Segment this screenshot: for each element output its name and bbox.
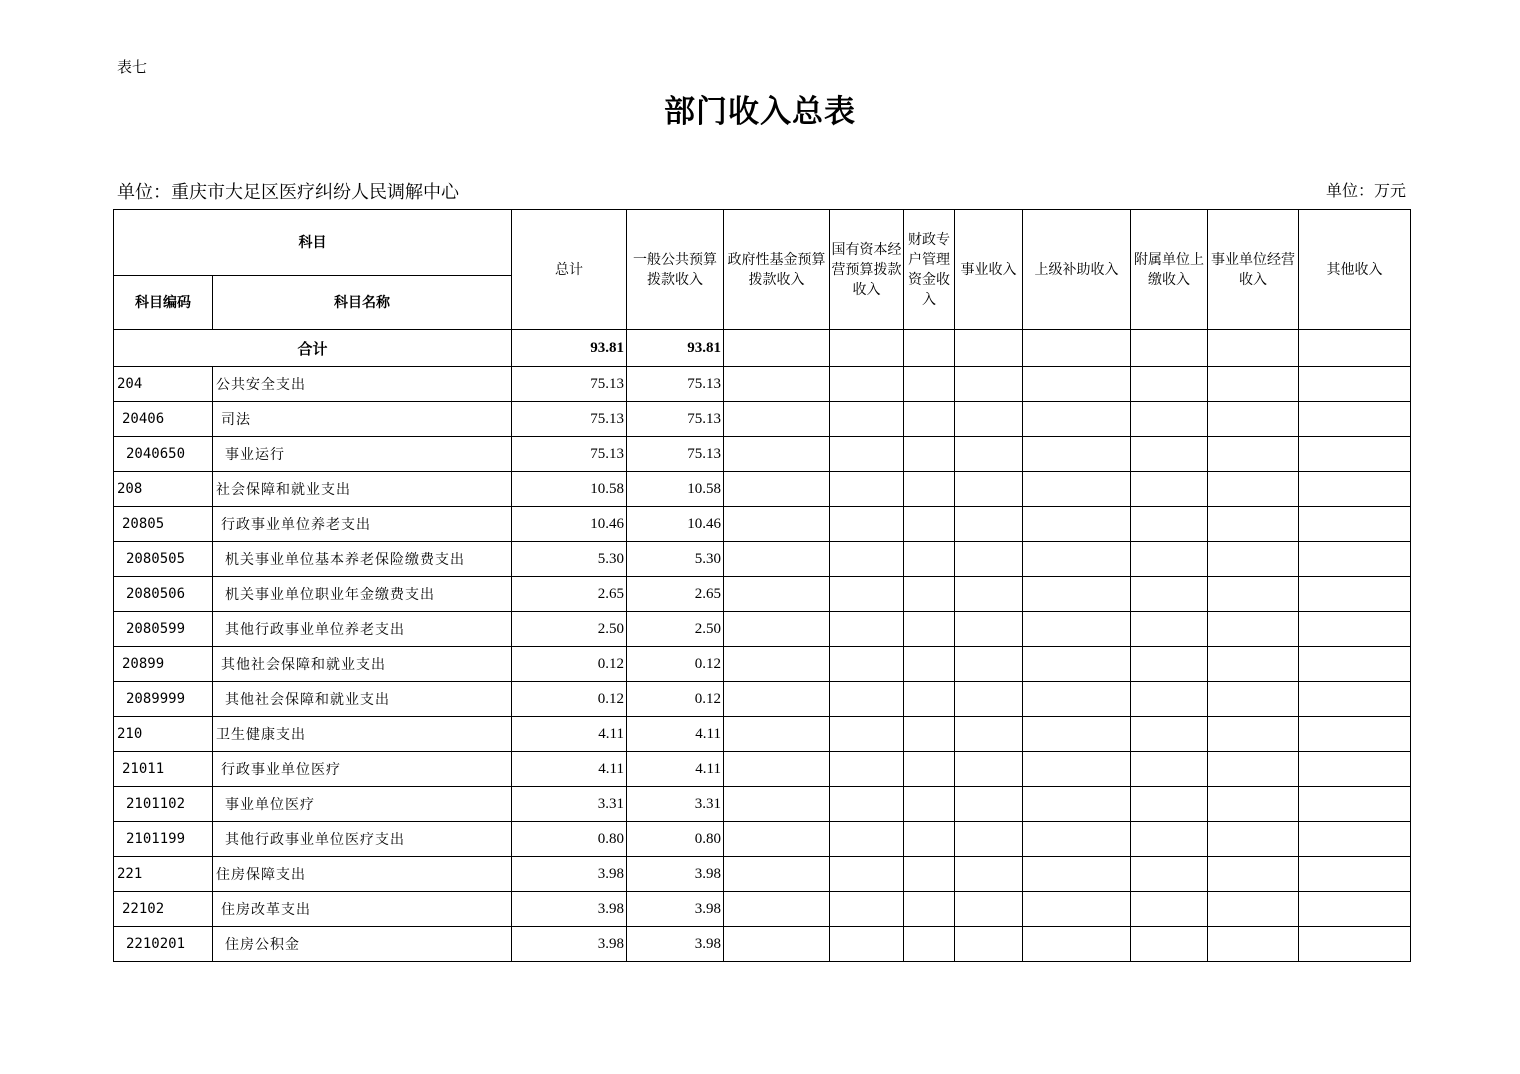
empty-cell [1208,822,1299,857]
subject-name-cell: 住房公积金 [213,927,512,962]
empty-cell [1299,472,1411,507]
general-budget-cell: 5.30 [627,542,724,577]
header-other-income: 其他收入 [1299,210,1411,330]
header-subject-name: 科目名称 [213,276,512,330]
general-budget-cell: 75.13 [627,402,724,437]
empty-cell [1208,330,1299,367]
empty-cell [1023,647,1131,682]
empty-cell [1299,437,1411,472]
empty-cell [724,752,830,787]
general-budget-cell: 3.31 [627,787,724,822]
empty-cell [1023,927,1131,962]
empty-cell [1023,612,1131,647]
empty-cell [1131,927,1208,962]
empty-cell [724,437,830,472]
subject-name-cell: 其他社会保障和就业支出 [213,647,512,682]
empty-cell [830,892,904,927]
page-title: 部门收入总表 [664,94,856,130]
table-row [114,682,1411,717]
table-row [114,402,1411,437]
empty-cell [1299,507,1411,542]
empty-cell [1208,612,1299,647]
empty-cell [1299,892,1411,927]
total-amount-cell: 10.58 [512,472,627,507]
empty-cell [1131,892,1208,927]
table-row [114,367,1411,402]
empty-cell [1023,402,1131,437]
total-amount-cell: 5.30 [512,542,627,577]
subject-name-cell: 其他行政事业单位医疗支出 [213,822,512,857]
empty-cell [1208,437,1299,472]
empty-cell [724,330,830,367]
empty-cell [724,927,830,962]
empty-cell [1299,717,1411,752]
general-budget-cell: 0.80 [627,822,724,857]
table-row [114,857,1411,892]
empty-cell [1299,822,1411,857]
total-amount-cell: 10.46 [512,507,627,542]
table-row [114,927,1411,962]
general-budget-cell: 10.58 [627,472,724,507]
general-budget-cell: 3.98 [627,927,724,962]
empty-cell [1131,612,1208,647]
empty-cell [830,612,904,647]
total-amount-cell: 0.80 [512,822,627,857]
empty-cell [1023,577,1131,612]
empty-cell [1208,892,1299,927]
empty-cell [1023,717,1131,752]
empty-cell [1299,577,1411,612]
subject-code-cell: 2101199 [114,822,213,857]
subject-code-cell: 2080599 [114,612,213,647]
subject-name-cell: 社会保障和就业支出 [213,472,512,507]
total-general-budget: 93.81 [627,330,724,367]
empty-cell [830,542,904,577]
empty-cell [1023,857,1131,892]
empty-cell [904,507,955,542]
empty-cell [1208,717,1299,752]
empty-cell [1208,927,1299,962]
unit-organization: 单位：重庆市大足区医疗纠纷人民调解中心 [117,182,459,203]
total-amount-cell: 2.50 [512,612,627,647]
empty-cell [830,367,904,402]
empty-cell [830,402,904,437]
empty-cell [724,542,830,577]
header-total: 总计 [512,210,627,330]
empty-cell [1299,857,1411,892]
general-budget-cell: 75.13 [627,437,724,472]
empty-cell [724,402,830,437]
subject-name-cell: 机关事业单位职业年金缴费支出 [213,577,512,612]
subject-code-cell: 2040650 [114,437,213,472]
empty-cell [830,752,904,787]
subject-name-cell: 事业运行 [213,437,512,472]
empty-cell [724,577,830,612]
empty-cell [955,542,1023,577]
empty-cell [830,507,904,542]
subject-name-cell: 行政事业单位养老支出 [213,507,512,542]
header-state-capital: 国有资本经营预算拨款收入 [830,210,904,330]
empty-cell [1208,647,1299,682]
empty-cell [1131,367,1208,402]
empty-cell [830,857,904,892]
empty-cell [830,927,904,962]
empty-cell [955,717,1023,752]
unit-currency: 单位：万元 [1325,181,1406,200]
empty-cell [724,612,830,647]
empty-cell [904,542,955,577]
empty-cell [955,612,1023,647]
total-row [114,330,1411,367]
total-amount-cell: 3.31 [512,787,627,822]
empty-cell [1131,752,1208,787]
subject-name-cell: 公共安全支出 [213,367,512,402]
header-subject: 科目 [114,210,512,276]
empty-cell [1208,787,1299,822]
empty-cell [904,577,955,612]
empty-cell [904,787,955,822]
empty-cell [1023,892,1131,927]
empty-cell [1299,682,1411,717]
empty-cell [1299,647,1411,682]
empty-cell [1023,682,1131,717]
subject-code-cell: 208 [114,472,213,507]
total-amount-cell: 4.11 [512,752,627,787]
empty-cell [830,437,904,472]
empty-cell [1023,822,1131,857]
table-number-label: 表七 [117,58,148,76]
empty-cell [724,647,830,682]
general-budget-cell: 75.13 [627,367,724,402]
header-business-income: 事业收入 [955,210,1023,330]
subject-code-cell: 20406 [114,402,213,437]
empty-cell [1131,717,1208,752]
subject-name-cell: 事业单位医疗 [213,787,512,822]
header-superior-subsidy: 上级补助收入 [1023,210,1131,330]
subject-name-cell: 住房保障支出 [213,857,512,892]
subject-code-cell: 20899 [114,647,213,682]
header-subject-code: 科目编码 [114,276,213,330]
empty-cell [904,647,955,682]
empty-cell [830,682,904,717]
total-amount-cell: 3.98 [512,927,627,962]
empty-cell [1131,822,1208,857]
empty-cell [1208,472,1299,507]
empty-cell [1131,682,1208,717]
general-budget-cell: 3.98 [627,892,724,927]
empty-cell [955,402,1023,437]
empty-cell [1023,367,1131,402]
empty-cell [724,682,830,717]
empty-cell [830,330,904,367]
empty-cell [955,822,1023,857]
empty-cell [955,752,1023,787]
empty-cell [1023,507,1131,542]
total-label: 合计 [114,330,512,367]
empty-cell [1208,682,1299,717]
empty-cell [955,330,1023,367]
empty-cell [955,367,1023,402]
empty-cell [955,892,1023,927]
empty-cell [1023,330,1131,367]
empty-cell [1299,330,1411,367]
empty-cell [1023,787,1131,822]
subject-code-cell: 2101102 [114,787,213,822]
empty-cell [1208,367,1299,402]
subject-name-cell: 卫生健康支出 [213,717,512,752]
table-row [114,542,1411,577]
empty-cell [955,437,1023,472]
general-budget-cell: 0.12 [627,682,724,717]
general-budget-cell: 2.65 [627,577,724,612]
general-budget-cell: 2.50 [627,612,724,647]
total-amount-cell: 0.12 [512,647,627,682]
subject-name-cell: 其他社会保障和就业支出 [213,682,512,717]
empty-cell [1208,507,1299,542]
empty-cell [955,472,1023,507]
header-fiscal-special: 财政专户管理资金收入 [904,210,955,330]
total-amount-cell: 3.98 [512,892,627,927]
table-row [114,577,1411,612]
empty-cell [830,787,904,822]
empty-cell [1208,752,1299,787]
table-row [114,472,1411,507]
empty-cell [1131,402,1208,437]
empty-cell [830,822,904,857]
table-row [114,822,1411,857]
empty-cell [1131,472,1208,507]
empty-cell [724,892,830,927]
empty-cell [1299,752,1411,787]
empty-cell [724,472,830,507]
empty-cell [904,822,955,857]
empty-cell [1208,402,1299,437]
empty-cell [955,682,1023,717]
total-amount-cell: 75.13 [512,437,627,472]
header-business-operation: 事业单位经营收入 [1208,210,1299,330]
subject-code-cell: 204 [114,367,213,402]
table-row [114,612,1411,647]
empty-cell [724,717,830,752]
general-budget-cell: 3.98 [627,857,724,892]
general-budget-cell: 10.46 [627,507,724,542]
empty-cell [955,507,1023,542]
empty-cell [955,647,1023,682]
empty-cell [904,857,955,892]
table-row [114,647,1411,682]
empty-cell [830,647,904,682]
empty-cell [1131,787,1208,822]
empty-cell [904,892,955,927]
empty-cell [1208,857,1299,892]
empty-cell [1131,437,1208,472]
subject-name-cell: 行政事业单位医疗 [213,752,512,787]
empty-cell [830,717,904,752]
total-amount-cell: 75.13 [512,367,627,402]
empty-cell [724,787,830,822]
empty-cell [904,682,955,717]
empty-cell [904,717,955,752]
empty-cell [724,367,830,402]
empty-cell [1131,857,1208,892]
subject-code-cell: 22102 [114,892,213,927]
table-row [114,892,1411,927]
subject-code-cell: 2089999 [114,682,213,717]
empty-cell [904,612,955,647]
table-row [114,752,1411,787]
table-row [114,437,1411,472]
empty-cell [724,857,830,892]
empty-cell [955,927,1023,962]
subject-code-cell: 2210201 [114,927,213,962]
table-row [114,717,1411,752]
empty-cell [904,402,955,437]
empty-cell [1023,542,1131,577]
empty-cell [1299,787,1411,822]
empty-cell [904,367,955,402]
empty-cell [1299,542,1411,577]
empty-cell [724,822,830,857]
income-summary-table [113,209,1411,962]
total-amount-cell: 0.12 [512,682,627,717]
empty-cell [1023,437,1131,472]
empty-cell [1299,927,1411,962]
empty-cell [1299,612,1411,647]
subject-code-cell: 221 [114,857,213,892]
empty-cell [955,577,1023,612]
empty-cell [904,472,955,507]
subject-code-cell: 2080505 [114,542,213,577]
empty-cell [1023,472,1131,507]
general-budget-cell: 0.12 [627,647,724,682]
empty-cell [830,472,904,507]
empty-cell [1208,577,1299,612]
subject-code-cell: 20805 [114,507,213,542]
subject-name-cell: 其他行政事业单位养老支出 [213,612,512,647]
subject-name-cell: 住房改革支出 [213,892,512,927]
header-gov-fund: 政府性基金预算拨款收入 [724,210,830,330]
general-budget-cell: 4.11 [627,752,724,787]
table-row [114,787,1411,822]
empty-cell [1131,647,1208,682]
total-amount-cell: 3.98 [512,857,627,892]
total-amount-cell: 75.13 [512,402,627,437]
empty-cell [1131,330,1208,367]
empty-cell [1131,577,1208,612]
empty-cell [1208,542,1299,577]
total-amount: 93.81 [512,330,627,367]
empty-cell [1131,507,1208,542]
subject-name-cell: 机关事业单位基本养老保险缴费支出 [213,542,512,577]
empty-cell [955,857,1023,892]
empty-cell [1299,367,1411,402]
empty-cell [904,752,955,787]
empty-cell [1131,542,1208,577]
empty-cell [830,577,904,612]
subject-code-cell: 21011 [114,752,213,787]
subject-name-cell: 司法 [213,402,512,437]
total-amount-cell: 2.65 [512,577,627,612]
empty-cell [904,927,955,962]
empty-cell [955,787,1023,822]
empty-cell [1023,752,1131,787]
table-row [114,507,1411,542]
total-amount-cell: 4.11 [512,717,627,752]
empty-cell [1299,402,1411,437]
empty-cell [904,437,955,472]
general-budget-cell: 4.11 [627,717,724,752]
empty-cell [724,507,830,542]
subject-code-cell: 210 [114,717,213,752]
header-affiliated-turnover: 附属单位上缴收入 [1131,210,1208,330]
empty-cell [904,330,955,367]
subject-code-cell: 2080506 [114,577,213,612]
header-general-budget: 一般公共预算拨款收入 [627,210,724,330]
